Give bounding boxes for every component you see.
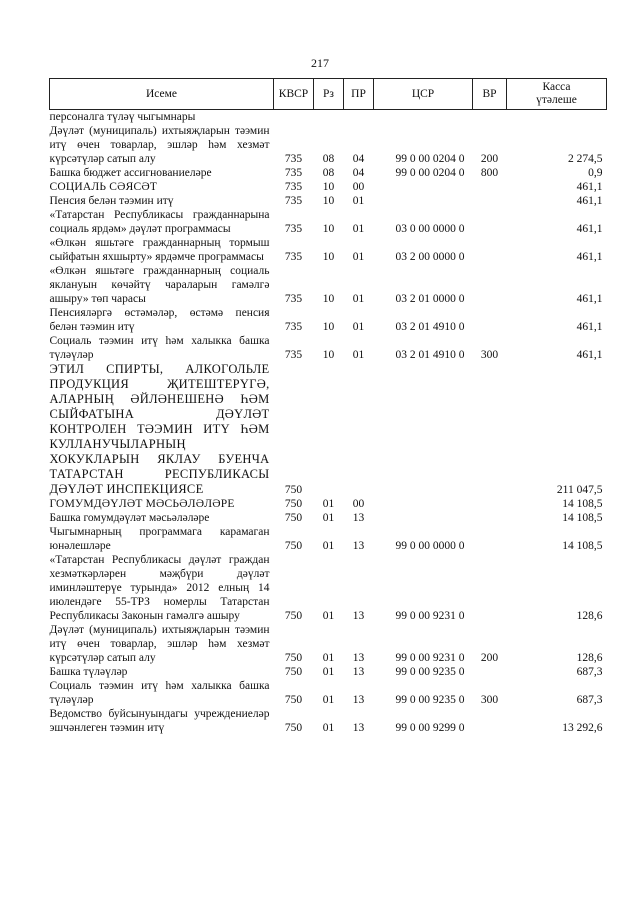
table-header-row	[50, 79, 607, 110]
row-vr	[473, 264, 507, 306]
row-pr: 13	[352, 694, 365, 706]
row-rz: 01	[322, 540, 335, 552]
row-rz: 01	[322, 610, 335, 622]
table-row	[50, 166, 607, 180]
row-amount	[507, 110, 607, 125]
row-kvsr: 735	[284, 153, 303, 165]
table-row	[50, 180, 607, 194]
row-name: Пенсия белән тәэмин итү	[49, 195, 174, 207]
row-name: Пенсияләргә өстәмәләр, өстәмә пенсия белән тәэмин итү	[49, 307, 270, 333]
row-pr: 01	[352, 349, 365, 361]
row-pr: 01	[352, 321, 365, 333]
row-rz: 10	[322, 321, 335, 333]
row-vr	[473, 236, 507, 264]
row-name: Башка бюджет ассигнованиеләре	[49, 167, 212, 179]
row-name: ЭТИЛ СПИРТЫ, АЛКОГОЛЬЛЕ ПРОДУКЦИЯ ҖИТЕШТЕРҮГӘ, АЛАРНЫҢ ӘЙЛӘНЕШЕНӘ ҺӘМ СЫЙФАТЫНА ДӘҮЛӘТ КОНТРОЛЕН ТӘЭМИН ИТҮ ҺӘМ КУЛЛАНУЧЫЛАРНЫҢ ХОКУКЛАРЫН ЯКЛАУ БУЕНЧА ТАТАРСТАН РЕСПУБЛИКАСЫ ДӘҮЛӘТ ИНСПЕКЦИЯСЕ	[49, 362, 270, 496]
row-amount: 14 108,5	[562, 540, 603, 552]
row-kvsr: 750	[284, 652, 303, 664]
row-amount: 2 274,5	[568, 153, 603, 165]
row-csr	[374, 497, 473, 511]
row-csr: 99 0 00 9299 0	[395, 722, 465, 734]
row-rz: 08	[322, 153, 335, 165]
row-name: Башка гомумдәүләт мәсьәләләре	[49, 512, 210, 524]
column-header-vr: ВР	[473, 79, 507, 110]
row-amount: 128,6	[576, 610, 603, 622]
row-kvsr: 750	[284, 666, 303, 678]
table-row	[50, 679, 607, 707]
table-row	[50, 236, 607, 264]
row-kvsr: 735	[284, 251, 303, 263]
row-vr	[473, 665, 507, 679]
row-kvsr: 735	[284, 321, 303, 333]
row-kvsr	[274, 110, 314, 125]
row-amount: 13 292,6	[562, 722, 603, 734]
row-pr	[344, 362, 374, 497]
row-pr: 00	[352, 498, 365, 510]
row-amount: 687,3	[576, 666, 603, 678]
row-pr: 04	[352, 153, 365, 165]
row-kvsr: 750	[284, 512, 303, 524]
row-kvsr: 735	[284, 181, 303, 193]
row-csr: 99 0 00 0000 0	[395, 540, 465, 552]
row-name: «Татарстан Республикасы гражданнарына социаль ярдәм» дәүләт программасы	[49, 209, 270, 235]
column-header-kassa-line: үтәлеше	[536, 94, 577, 106]
row-csr: 99 0 00 0204 0	[395, 153, 465, 165]
row-rz: 10	[322, 195, 335, 207]
row-amount: 14 108,5	[562, 498, 603, 510]
row-pr: 01	[352, 223, 365, 235]
row-vr	[473, 194, 507, 208]
row-csr: 03 2 01 4910 0	[395, 321, 465, 333]
row-name: Дәүләт (муниципаль) ихтыяҗларын тәэмин итү өчен товарлар, эшләр һәм хезмәт күрсәтүләр сатып алу	[49, 125, 270, 165]
column-header-kvsr: КВСР	[274, 79, 314, 110]
row-name: «Өлкән яшьтәге гражданнарның социаль яклануын көчәйтү чараларын гамәлгә ашыру» төп чарасы	[49, 265, 270, 305]
row-vr: 300	[480, 349, 499, 361]
row-kvsr: 750	[284, 484, 303, 496]
row-amount: 14 108,5	[562, 512, 603, 524]
row-amount: 461,1	[576, 181, 603, 193]
row-csr: 03 0 00 0000 0	[395, 223, 465, 235]
row-kvsr: 750	[284, 722, 303, 734]
row-pr: 13	[352, 652, 365, 664]
column-header-rz: Рз	[314, 79, 344, 110]
row-amount: 461,1	[576, 349, 603, 361]
table-row	[50, 362, 607, 497]
column-header-name: Исеме	[50, 79, 274, 110]
table-row	[50, 264, 607, 306]
row-kvsr: 735	[284, 167, 303, 179]
row-rz: 01	[322, 652, 335, 664]
row-name: ГОМУМДӘҮЛӘТ МӘСЬӘЛӘЛӘРЕ	[49, 498, 235, 510]
row-pr: 01	[352, 251, 365, 263]
row-rz: 01	[322, 512, 335, 524]
row-name: «Татарстан Республикасы дәүләт граждан хезмәткәрләрен мәҗбүри дәүләт иминләштерүе турында» 2012 елның 14 июлендәге 55-ТРЗ номерлы Татарстан Республикасы Законын гамәлгә ашыру	[49, 554, 270, 622]
row-csr	[374, 362, 473, 497]
row-amount: 461,1	[576, 195, 603, 207]
row-kvsr: 735	[284, 195, 303, 207]
row-name: «Өлкән яшьтәге гражданнарның тормыш сыйфатын яхшырту» ярдәмче программасы	[49, 237, 270, 263]
row-amount: 461,1	[576, 251, 603, 263]
row-vr	[473, 208, 507, 236]
column-header-csr: ЦСР	[374, 79, 473, 110]
row-pr	[344, 110, 374, 125]
row-amount: 211 047,5	[556, 484, 603, 496]
row-name: Башка түләүләр	[49, 666, 128, 678]
table-row	[50, 334, 607, 362]
table-row	[50, 665, 607, 679]
row-csr: 99 0 00 9231 0	[395, 610, 465, 622]
row-rz	[314, 362, 344, 497]
row-csr	[374, 180, 473, 194]
table-row	[50, 623, 607, 665]
row-pr: 01	[352, 293, 365, 305]
row-csr: 99 0 00 9235 0	[395, 666, 465, 678]
row-csr: 03 2 01 0000 0	[395, 293, 465, 305]
row-vr	[473, 525, 507, 553]
row-kvsr: 750	[284, 610, 303, 622]
row-name: СОЦИАЛЬ СӘЯСӘТ	[49, 181, 158, 193]
row-name: Социаль тәэмин итү һәм халыкка башка түләүләр	[49, 335, 270, 361]
row-pr: 13	[352, 666, 365, 678]
row-amount: 461,1	[576, 321, 603, 333]
row-pr: 13	[352, 610, 365, 622]
row-vr: 200	[480, 652, 499, 664]
row-rz: 01	[322, 694, 335, 706]
row-csr: 03 2 00 0000 0	[395, 251, 465, 263]
row-kvsr: 735	[284, 293, 303, 305]
row-kvsr: 750	[284, 498, 303, 510]
budget-table-container	[49, 78, 606, 735]
row-amount: 461,1	[576, 293, 603, 305]
row-amount: 128,6	[576, 652, 603, 664]
table-row	[50, 525, 607, 553]
row-name: Социаль тәэмин итү һәм халыкка башка түләүләр	[49, 680, 270, 706]
row-vr	[473, 511, 507, 525]
row-vr	[473, 707, 507, 735]
row-rz: 08	[322, 167, 335, 179]
row-vr	[473, 306, 507, 334]
column-header-kassa-line: Касса	[542, 81, 571, 93]
column-header-kassa	[507, 79, 607, 110]
table-row	[50, 306, 607, 334]
row-rz: 10	[322, 349, 335, 361]
row-csr	[374, 110, 473, 125]
row-rz	[314, 110, 344, 125]
row-name: персоналга түләү чыгымнары	[49, 111, 196, 123]
table-body	[50, 110, 607, 736]
row-vr: 200	[480, 153, 499, 165]
row-pr: 01	[352, 195, 365, 207]
row-rz: 10	[322, 251, 335, 263]
row-kvsr: 735	[284, 223, 303, 235]
row-name: Чыгымнарның программага карамаган юнәлешләре	[49, 526, 270, 552]
budget-table	[49, 78, 607, 735]
row-kvsr: 750	[284, 540, 303, 552]
row-vr	[473, 180, 507, 194]
row-csr: 03 2 01 4910 0	[395, 349, 465, 361]
column-header-pr: ПР	[344, 79, 374, 110]
row-csr: 99 0 00 0204 0	[395, 167, 465, 179]
row-vr: 800	[480, 167, 499, 179]
row-amount: 687,3	[576, 694, 603, 706]
row-name: Ведомство буйсынуындагы учреждениеләр эшчәнлеген тәэмин итү	[49, 708, 270, 734]
row-vr: 300	[480, 694, 499, 706]
row-vr	[473, 110, 507, 125]
row-rz: 10	[322, 293, 335, 305]
table-row	[50, 707, 607, 735]
page-number: 217	[311, 56, 329, 70]
row-rz: 10	[322, 181, 335, 193]
row-amount: 0,9	[588, 167, 603, 179]
row-vr	[473, 553, 507, 623]
row-rz: 10	[322, 223, 335, 235]
row-name: Дәүләт (муниципаль) ихтыяҗларын тәэмин итү өчен товарлар, эшләр һәм хезмәт күрсәтүләр сатып алу	[49, 624, 270, 664]
row-csr: 99 0 00 9235 0	[395, 694, 465, 706]
row-kvsr: 750	[284, 694, 303, 706]
table-row	[50, 511, 607, 525]
table-row	[50, 208, 607, 236]
row-rz: 01	[322, 666, 335, 678]
table-row	[50, 110, 607, 125]
row-csr	[374, 194, 473, 208]
row-rz: 01	[322, 498, 335, 510]
row-vr	[473, 497, 507, 511]
row-rz: 01	[322, 722, 335, 734]
row-kvsr: 735	[284, 349, 303, 361]
row-vr	[473, 362, 507, 497]
table-row	[50, 553, 607, 623]
row-pr: 13	[352, 540, 365, 552]
table-row	[50, 124, 607, 166]
row-csr: 99 0 00 9231 0	[395, 652, 465, 664]
row-pr: 13	[352, 512, 365, 524]
table-row	[50, 194, 607, 208]
row-pr: 13	[352, 722, 365, 734]
row-amount: 461,1	[576, 223, 603, 235]
table-row	[50, 497, 607, 511]
row-pr: 00	[352, 181, 365, 193]
row-csr	[374, 511, 473, 525]
row-pr: 04	[352, 167, 365, 179]
